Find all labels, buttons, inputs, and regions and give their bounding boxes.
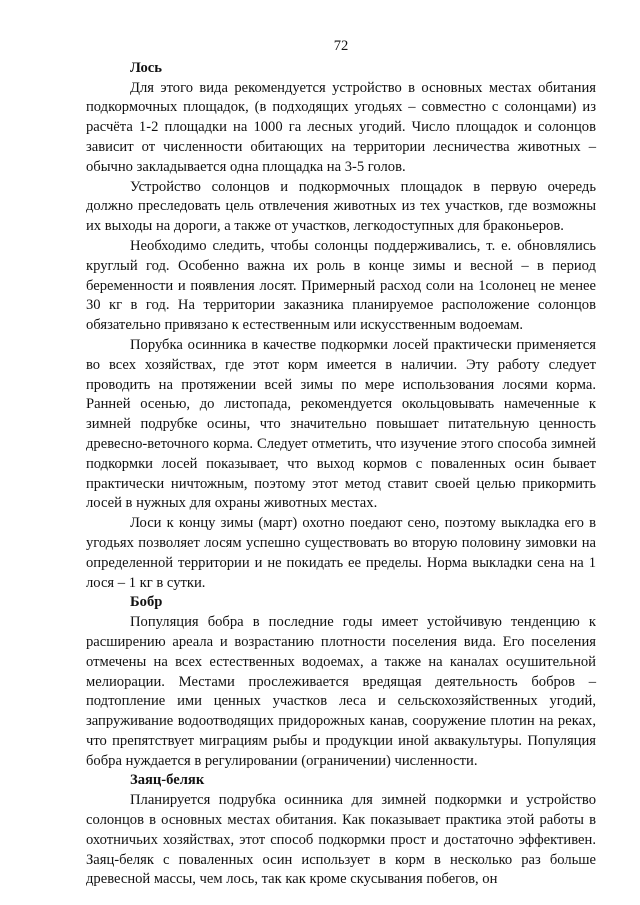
paragraph: Лоси к концу зимы (март) охотно поедают сено, поэтому выкладка его в угодьях позволяет лосям успешно существовать во вторую половину зимовки на определенной территории и не покидать ее пределы. Норма выкладки сена на 1 лося – 1 кг в сутки. bbox=[86, 515, 596, 591]
page-number: 72 bbox=[333, 38, 349, 54]
paragraph: Планируется подрубка осинника для зимней подкормки и устройство солонцов в основных местах обитания. Как показывает практика этой работы в охотничьих хозяйствах, этот способ подкормки прост и достаточно эффективен. Заяц-беляк с поваленных осин использует в корм в несколько раз больше древесной массы, чем лось, так как кроме скусывания побегов, он bbox=[86, 792, 596, 888]
section-moose bbox=[86, 59, 596, 594]
section-heading: Заяц-беляк bbox=[130, 772, 205, 789]
section-hare bbox=[86, 771, 596, 890]
paragraph: Необходимо следить, чтобы солонцы поддерживались, т. е. обновлялись круглый год. Особенно важна их роль в конце зимы и весной – в период беременности и появления лосят. Примерный расход соли на 1солонец не менее 30 кг в год. На территории заказника планируемое расположение солонцов обязательно привязано к естественным или искусственным водоемам. bbox=[86, 237, 596, 334]
paragraph: Порубка осинника в качестве подкормки лосей практически применяется во всех хозяйствах, где этот корм имеется в наличии. Эту работу следует проводить на протяжении всей зимы по мере использования лосями корма. Ранней осенью, до листопада, рекомендуется окольцовывать намеченные к зимней подрубке осины, что значительно повышает питательную ценность древесно-веточного корма. Следует отметить, что изучение этого способа зимней подкормки лосей показывает, что выход кормов с поваленных осин бывает практически ничтожным, поэтому этот метод ставит своей целью прикормить лосей в нужных для охраны животных местах. bbox=[86, 336, 596, 512]
section-heading: Лось bbox=[130, 59, 163, 76]
paragraph: Популяция бобра в последние годы имеет устойчивую тенденцию к расширению ареала и возрастанию плотности поселения вида. Его поселения отмечены на всех естественных водоемах, а также на каналах осушительной мелиорации. Местами прослеживается вредящая деятельность бобров – подтопление ими ценных участков леса и сельскохозяйственных угодий, запруживание водоотводящих придорожных канав, сооружение плотин на реках, что препятствует миграциям рыбы и продукции иной аквакультуры. Популяция бобра нуждается в регулировании (ограничении) численности. bbox=[86, 614, 596, 769]
section-beaver bbox=[86, 593, 596, 771]
section-heading: Бобр bbox=[130, 594, 163, 611]
paragraph: Устройство солонцов и подкормочных площадок в первую очередь должно преследовать цель отвлечения животных из тех участков, где возможны их выходы на дороги, а также от участков, легкодоступных для браконьеров. bbox=[86, 178, 596, 235]
paragraph: Для этого вида рекомендуется устройство в основных местах обитания подкормочных площадок, (в подходящих угодьях – совместно с солонцами) из расчёта 1-2 площадки на 1000 га лесных угодий. Число площадок и солонцов зависит от численности обитающих на территории лесничества животных – обычно закладывается одна площадка на 3-5 голов. bbox=[86, 79, 596, 175]
